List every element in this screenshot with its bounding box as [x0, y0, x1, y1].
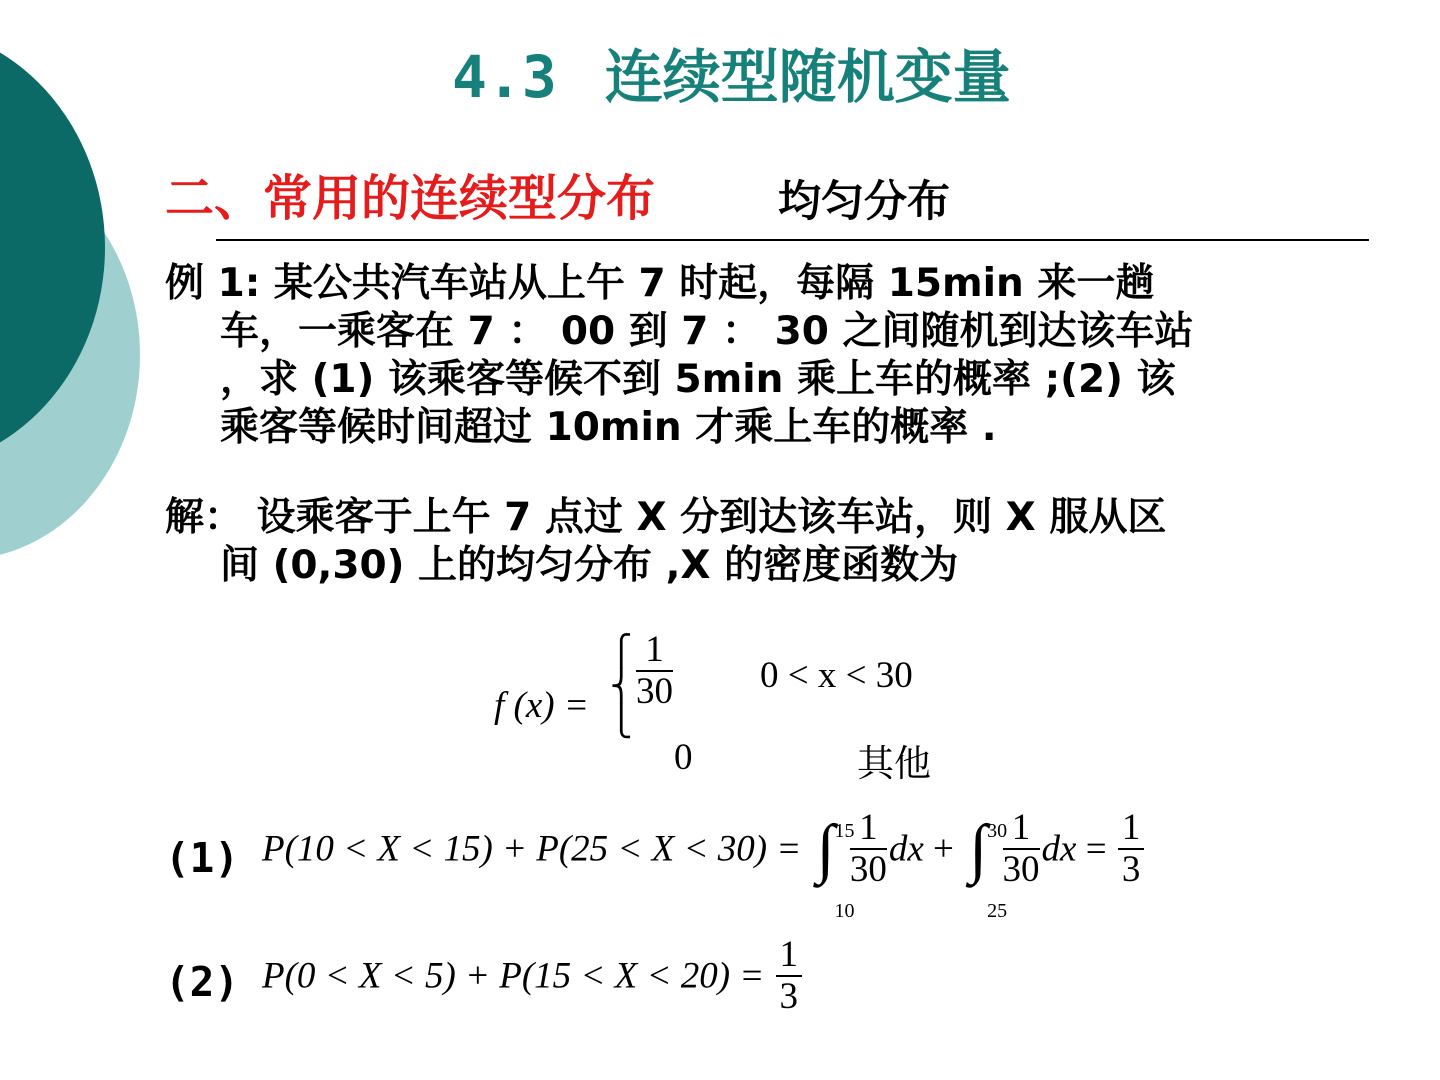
- part2-equation: P(0 < X < 5) + P(15 < X < 20) = $\frac{1}{3}$: [262, 935, 804, 1017]
- section-subheading: 均匀分布: [778, 177, 950, 227]
- section-heading: 二、常用的连续型分布: [165, 170, 656, 227]
- part2-expression: P(0 < X < 5) + P(15 < X < 20) =: [262, 955, 765, 997]
- example-line: ，求 (1) 该乘客等候不到 5min 乘上车的概率 ;(2) 该: [220, 357, 1176, 402]
- example-line: 例 1: 某公共汽车站从上午 7 时起，每隔 15min 来一趟: [165, 261, 1155, 306]
- part1-equation: P(10 < X < 15) + P(25 < X < 30) = ∫ 15 10 $\frac{1}{30}$ dx + ∫ 30 25 $\frac{1}{30}$ dx = $\frac{1}{3}$: [262, 808, 1146, 890]
- title-number: 4.3: [452, 43, 557, 111]
- part1-label: (1): [165, 834, 240, 882]
- density-case1-condition: 0 < x < 30: [760, 655, 913, 696]
- brace-icon: ⎧ ⎨ ⎩: [610, 635, 633, 738]
- density-case1-fraction: $\frac{1}{30}$: [636, 629, 673, 712]
- solution-paragraph: [165, 494, 1166, 590]
- solution-line: 间 (0,30) 上的均匀分布 ,X 的密度函数为: [220, 543, 959, 588]
- slide-title: [452, 30, 1011, 114]
- part1-expression: P(10 < X < 15) + P(25 < X < 30) =: [262, 828, 802, 870]
- integral-icon: ∫ 30 25: [969, 812, 1008, 922]
- example-line: 车，一乘客在 7 ： 00 到 7 ： 30 之间随机到达该车站: [220, 309, 1194, 354]
- integral-icon: ∫ 15 10: [816, 812, 855, 922]
- density-case2-condition: 其他: [857, 742, 931, 785]
- density-lhs: f (x) =: [494, 685, 589, 726]
- example-line: 乘客等候时间超过 10min 才乘上车的概率 .: [220, 405, 997, 450]
- solution-line: 解： 设乘客于上午 7 点过 X 分到达该车站，则 X 服从区: [165, 495, 1167, 540]
- density-case2-value: 0: [674, 737, 693, 778]
- divider-line: [216, 239, 1369, 241]
- title-text: 连续型随机变量: [604, 43, 1011, 111]
- example-paragraph: [165, 260, 1193, 452]
- part2-label: (2): [165, 958, 240, 1006]
